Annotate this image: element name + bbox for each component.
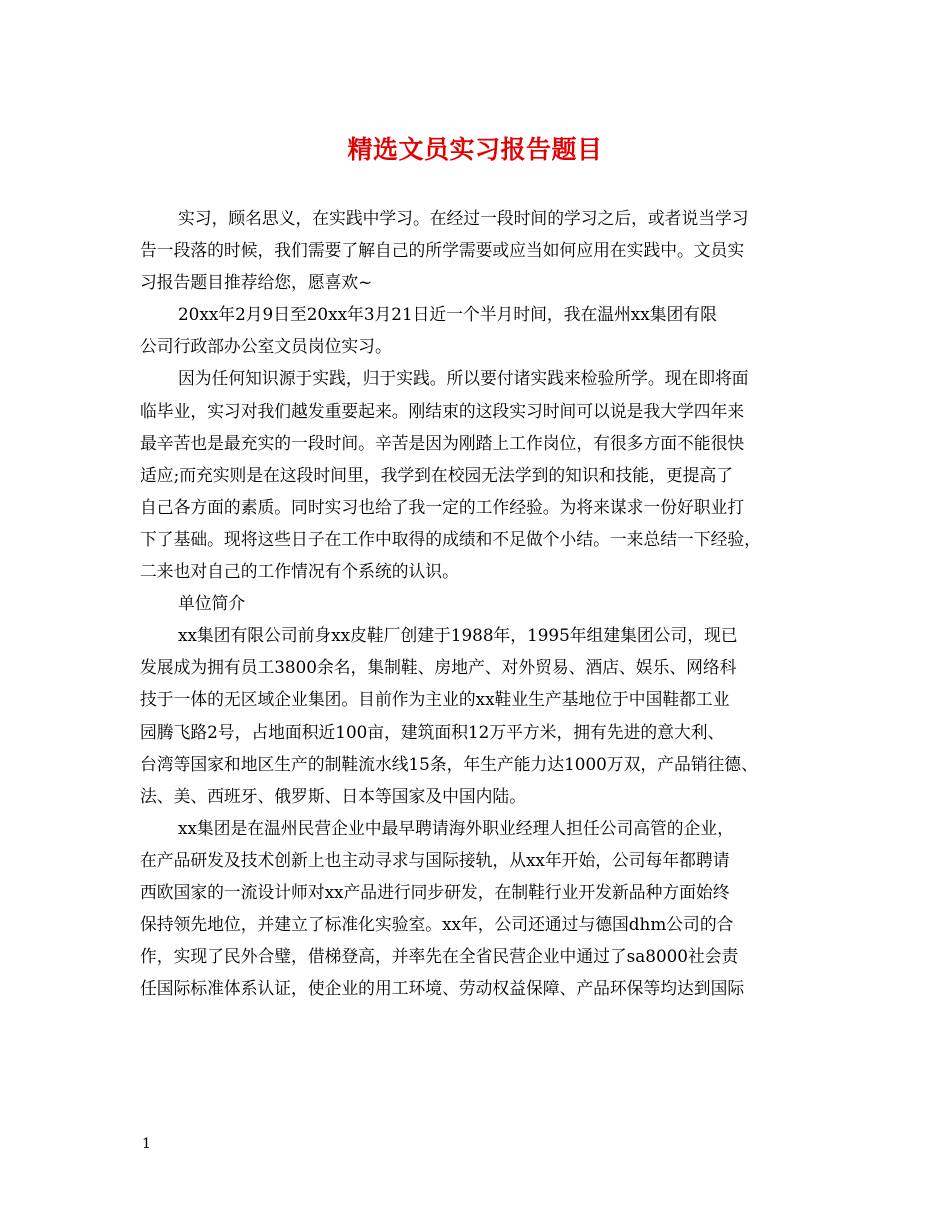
text-line: 发展成为拥有员工3800余名，集制鞋、房地产、对外贸易、酒店、娱乐、网络科 [140,657,737,678]
text-line: 任国际标准体系认证，使企业的用工环境、劳动权益保障、产品环保等均达到国际 [140,978,745,999]
text-line: 因为任何知识源于实践，归于实践。所以要付诸实践来检验所学。现在即将面 [178,368,749,389]
text-line: xx集团有限公司前身xx皮鞋厂创建于1988年，1995年组建集团公司，现已 [178,625,738,646]
text-line: 下了基础。现将这些日子在工作中取得的成绩和不足做个小结。一来总结一下经验， [140,528,761,549]
text-line: 适应;而充实则是在这段时间里，我学到在校园无法学到的知识和技能，更提高了 [140,464,734,485]
text-line: 作，实现了民外合璧，借梯登高，并率先在全省民营企业中通过了sa8000社会责 [140,946,739,967]
document-title: 精选文员实习报告题目 [347,135,603,164]
text-line: 临毕业，实习对我们越发重要起来。刚结束的这段实习时间可以说是我大学四年来 [140,400,745,421]
text-line: 技于一体的无区域企业集团。目前作为主业的xx鞋业生产基地位于中国鞋都工业 [140,689,730,710]
text-line: 在产品研发及技术创新上也主动寻求与国际接轨，从xx年开始，公司每年都聘请 [140,849,730,870]
text-line: 西欧国家的一流设计师对xx产品进行同步研发，在制鞋行业开发新品种方面始终 [140,881,730,902]
text-line: 最辛苦也是最充实的一段时间。辛苦是因为刚踏上工作岗位，有很多方面不能很快 [140,432,745,453]
text-line: 习报告题目推荐给您，愿喜欢~ [140,272,373,293]
page-number: 1 [142,1136,151,1152]
document-body [140,202,830,1004]
text-line: 单位简介 [178,593,246,614]
text-line: 自己各方面的素质。同时实习也给了我一定的工作经验。为将来谋求一份好职业打 [140,496,745,517]
text-line: 二来也对自己的工作情况有个系统的认识。 [140,561,459,582]
text-line: 法、美、西班牙、俄罗斯、日本等国家及中国内陆。 [140,785,526,806]
text-line: 20xx年2月9日至20xx年3月21日近一个半月时间，我在温州xx集团有限 [178,304,717,325]
text-line: 保持领先地位，并建立了标准化实验室。xx年，公司还通过与德国dhm公司的合 [140,914,734,935]
text-line: 实习，顾名思义，在实践中学习。在经过一段时间的学习之后，或者说当学习 [178,208,749,228]
text-line: xx集团是在温州民营企业中最早聘请海外职业经理人担任公司高管的企业， [178,817,734,838]
text-line: 告一段落的时候，我们需要了解自己的所学需要或应当如何应用在实践中。文员实 [140,240,745,261]
text-line: 公司行政部办公室文员岗位实习。 [140,336,392,357]
text-line: 台湾等国家和地区生产的制鞋流水线15条，年生产能力达1000万双，产品销往德、 [140,753,758,774]
text-line: 园腾飞路2号，占地面积近100亩，建筑面积12万平方米，拥有先进的意大利、 [140,721,725,742]
